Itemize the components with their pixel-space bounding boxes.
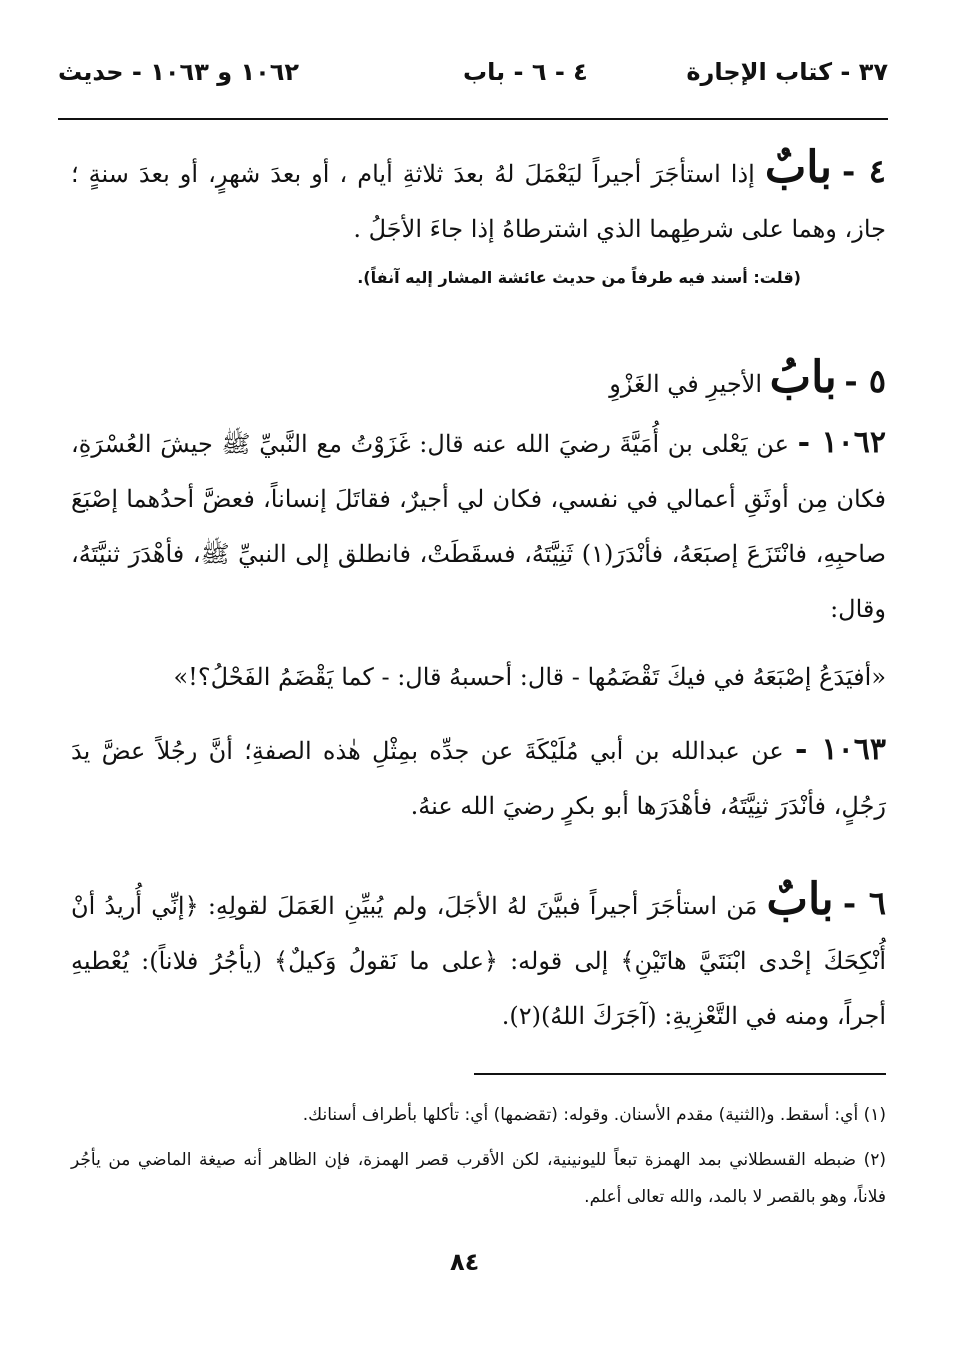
header-divider: [58, 118, 888, 120]
bab-4-heading: بابٌ: [764, 142, 832, 193]
qult-note: (قلت: أسند فيه طرفاً من حديث عائشة المشار إليه آنفاً).: [357, 268, 801, 287]
header-hadith-range: ١٠٦٢ و ١٠٦٣ - حديث: [58, 58, 300, 86]
bab-4-text: إذا استأجَرَ أجيراً ليَعْمَلَ لهُ بعدَ ثلاثةِ أيام ، أو بعدَ شهرٍ، أو بعدَ سنةٍ ؛ جاز، وهما على شرطِهما الذي اشترطاهُ إذا جاءَ الأجَلُ .: [71, 160, 886, 243]
bab-5-heading: بابُ: [769, 352, 837, 403]
bab-4-number: ٤ -: [841, 152, 886, 190]
hadith-1063-text: عن عبدالله بن أبي مُلَيْكَةَ عن جدِّه بمِثْلِ هٰذه الصفةِ؛ أنَّ رجُلاً عضَّ يدَ رَجُلٍ، فأنْدَرَ ثنِيَّتَهُ، فأهْدَرَها أبو بكرٍ رضيَ الله عنهُ.: [71, 737, 886, 820]
footnote-divider: [474, 1073, 886, 1075]
bab-6-heading: بابٌ: [766, 874, 834, 925]
page-number: ٨٤: [450, 1248, 480, 1276]
bab-5-number: ٥ -: [844, 362, 886, 400]
bab-5-paragraph: [71, 350, 886, 412]
running-header: [58, 58, 888, 98]
bab-4-paragraph: [71, 140, 886, 257]
header-chapter-title: ٣٧ - كتاب الإجارة: [686, 58, 888, 86]
hadith-1063-number: ١٠٦٣ -: [794, 732, 886, 767]
footnote-1: (١) أي: أسقط. و(الثنية) مقدم الأسنان. وقوله: (تقضمها) أي: تأكلها بأطراف أسنانك.: [302, 1105, 886, 1125]
hadith-1063-paragraph: [71, 722, 886, 834]
header-section-range: ٤ - ٦ - باب: [463, 58, 588, 86]
hadith-1062-number: ١٠٦٢ -: [797, 425, 886, 460]
bab-6-paragraph: [71, 872, 886, 1044]
footnote-2: (٢) ضبطه القسطلاني بمد الهمزة تبعاً لليونينية، لكن الأقرب قصر الهمزة، فإن الظاهر أنه صيغة الماضي من يأجُر فلاناً، وهو بالقصر لا بالمد، والله تعالى أعلم.: [71, 1150, 886, 1207]
hadith-1062-quote: «أفيَدَعُ إصْبَعَهُ في فيكَ تَقْضَمُها - قال: أحسبهُ قال: - كما يَقْضَمُ الفَحْلُ؟!»: [173, 663, 886, 691]
bab-6-text: مَن استأجَرَ أجيراً فبيَّنَ لهُ الأجَلَ، ولم يُبيِّنِ العَمَلَ لقولِهِ: ﴿إنِّي أُريدُ أنْ أُنْكِحَكَ إحْدى ابْنَتَيَّ هاتَيْنِ﴾ إلى قوله: ﴿على ما نَقولُ وَكيلٌ﴾ (يأجُرُ فلاناً): يُعْطيهِ أجراً، ومنه في التَّعْزِيةِ: (آجَرَكَ اللهُ)(٢).: [71, 892, 886, 1030]
hadith-1062-text: عن يَعْلى بن أُمَيَّةَ رضيَ الله عنه قال: غَزَوْتُ مع النَّبيِّ ﷺ جيشَ العُسْرَةِ، فكان مِن أوثَقِ أعمالي في نفسي، فكان لي أجيرٌ، فقاتَلَ إنساناً، فعضَّ أحدُهما إصْبَعَ صاحبِهِ، فانْتَزَعَ إصبَعَهُ، فأنْدَرَ(١) ثَنِيَّتَهُ، فسقَطَتْ، فانطلق إلى النبيِّ ﷺ، فأهْدَرَ ثنيَّتَهُ، وقال:: [71, 430, 886, 623]
hadith-1062-paragraph: [71, 415, 886, 637]
bab-6-number: ٦ -: [842, 884, 886, 922]
bab-5-text: الأجيرِ في الغَزْوِ: [609, 370, 763, 398]
